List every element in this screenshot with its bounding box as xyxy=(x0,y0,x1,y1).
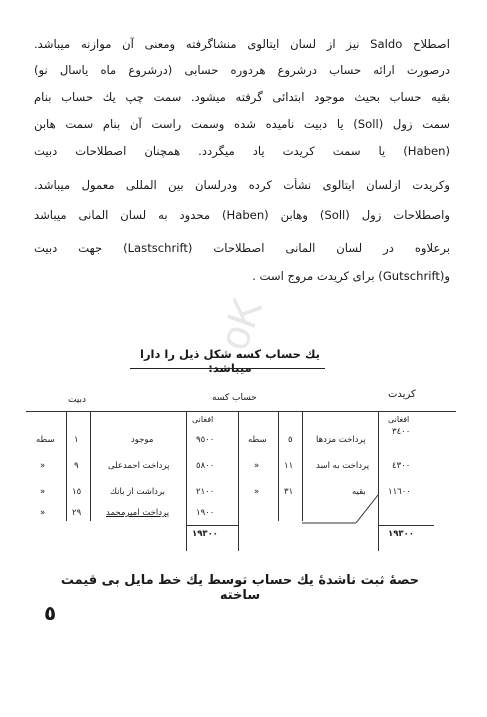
debit-no: ٢٩ xyxy=(72,508,82,518)
paragraph-line: واصطلاحات زول (Soll) وهابن (Haben) محدود به لسان المانی میباشد xyxy=(34,208,450,222)
paragraph-line: اصطلاح Saldo نیز از لسان ایتالوی منشاگرفته ومعنی آن موازنه میباشد. xyxy=(34,37,450,51)
table-title: یك حساب کسه شکل ذیل را دارا میباشد: xyxy=(140,347,320,375)
paragraph-line: سمت زول (Soll) یا دبیت نامیده شده وسمت راست آن بنام سمت هابن xyxy=(34,117,450,131)
debit-date: « xyxy=(40,487,46,497)
t-account-ledger xyxy=(26,389,458,555)
credit-date: « xyxy=(254,487,260,497)
credit-amount: ٤٣٠٠ xyxy=(392,461,411,471)
paragraph-line: وکریدت ازلسان ایتالوی نشأت کرده ودرلسان بین المللی معمول میباشد. xyxy=(34,178,450,192)
paragraph-line: (Haben) یا سمت کریدت یاد میگردد. همچنان اصطلاحات دبیت xyxy=(34,144,450,158)
debit-date: « xyxy=(40,461,46,471)
debit-desc: موجود xyxy=(131,435,154,445)
debit-desc: پرداخت امیرمحمد xyxy=(106,508,170,518)
debit-desc: برداشت از بانك xyxy=(110,487,166,497)
credit-total: ١٩٣٠٠ xyxy=(388,529,414,539)
credit-label: کریدت xyxy=(388,389,416,400)
watermark: oK xyxy=(209,291,272,357)
debit-no: ١ xyxy=(74,435,79,445)
credit-amount: ١١٦٠٠ xyxy=(388,487,411,497)
page-number: ٥ xyxy=(44,601,57,625)
credit-date: « xyxy=(254,461,260,471)
credit-desc: پرداخت به اسد xyxy=(316,461,370,471)
credit-desc: بقیه xyxy=(352,487,366,497)
debit-amount-header: افغانی xyxy=(192,415,214,424)
debit-amount: ١٩٠٠ xyxy=(196,508,215,518)
debit-date: سطه xyxy=(36,435,55,445)
debit-total: ١٩٣٠٠ xyxy=(192,529,218,539)
debit-amount: ٢١٠٠ xyxy=(196,487,215,497)
credit-amount-header: افغانی xyxy=(388,415,410,424)
debit-no: ٩ xyxy=(74,461,79,471)
paragraph-line: بقیه حساب بحیث موجود ابتدائی گرفته میشود. سمت چپ یك حساب بنام xyxy=(34,90,450,104)
credit-no: ٣١ xyxy=(284,487,294,497)
debit-no: ١٥ xyxy=(72,487,82,497)
credit-date: سطه xyxy=(248,435,267,445)
debit-desc: پرداخت احمدعلی xyxy=(108,461,170,471)
paragraph-line: درصورت ارائه حساب درشروع هردوره حسابی (درشروع ماه یاسال نو) xyxy=(34,63,450,77)
debit-amount: ٩٥٠٠ xyxy=(196,435,215,445)
debit-date: « xyxy=(40,508,46,518)
debit-amount: ٥٨٠٠ xyxy=(196,461,215,471)
paragraph-line: و(Gutschrift) برای کریدت مروج است . xyxy=(252,269,450,283)
credit-no: ١١ xyxy=(284,461,294,471)
footer-caption: حصهٔ ثبت ناشدهٔ یك حساب توسط یك خط مایل بی قیمت ساخته xyxy=(60,573,420,603)
account-title: حساب کسه xyxy=(212,393,257,403)
paragraph-line: برعلاوه در لسان المانی اصطلاحات (Lastschrift) جهت دبیت xyxy=(34,241,450,255)
debit-label: دبیت xyxy=(68,395,87,405)
credit-desc: پرداخت مزدها xyxy=(316,435,366,445)
title-underline xyxy=(130,368,325,369)
credit-no: ٥ xyxy=(288,435,293,445)
credit-amount: ٣٤٠٠ xyxy=(392,427,411,437)
